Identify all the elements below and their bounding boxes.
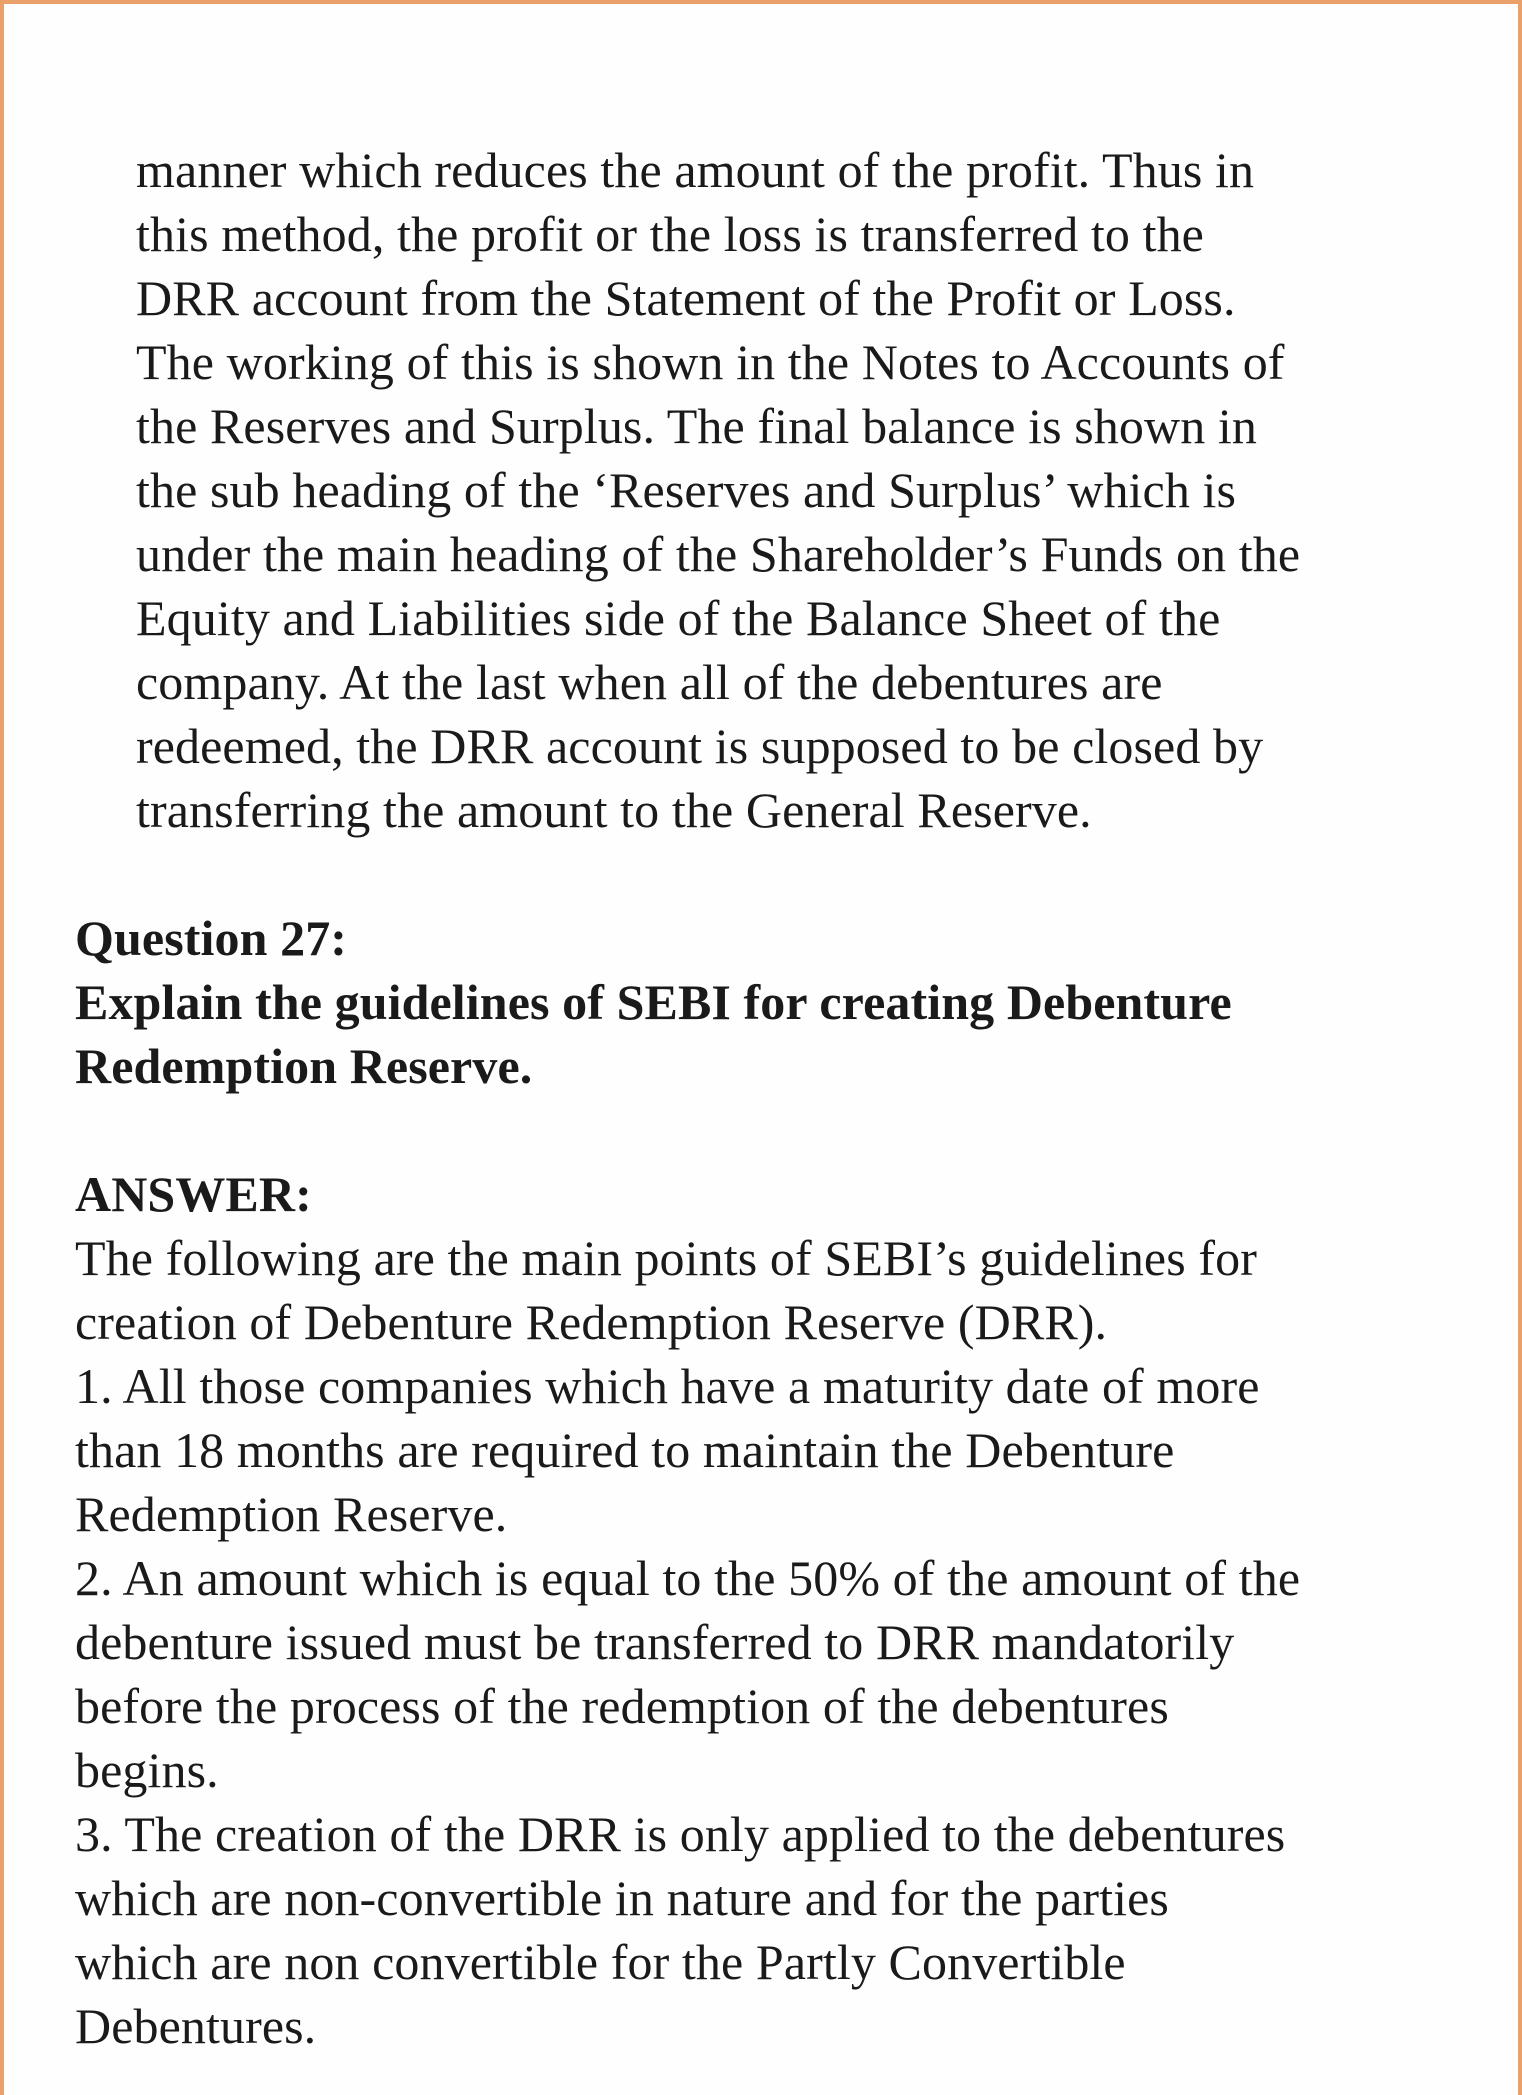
answer-line: 2. An amount which is equal to the 50% of the amount of the — [75, 1550, 1301, 1606]
answer-line: begins. — [75, 1742, 219, 1798]
answer-line: Redemption Reserve. — [75, 1486, 508, 1542]
answer-line: than 18 months are required to maintain the Debenture — [75, 1422, 1175, 1478]
paragraph-line: DRR account from the Statement of the Profit or Loss. — [136, 270, 1236, 326]
paragraph-line: manner which reduces the amount of the profit. Thus in — [136, 142, 1255, 198]
question-number: Question 27: — [75, 910, 348, 966]
answer-heading: ANSWER: — [75, 1166, 312, 1222]
paragraph-line: this method, the profit or the loss is transferred to the — [136, 206, 1204, 262]
paragraph-line: redeemed, the DRR account is supposed to be closed by — [136, 718, 1264, 774]
answer-line: 1. All those companies which have a maturity date of more — [75, 1358, 1260, 1414]
answer-line: Debentures. — [75, 1998, 317, 2054]
paragraph-line: the Reserves and Surplus. The final balance is shown in — [136, 398, 1258, 454]
paragraph-line: company. At the last when all of the debentures are — [136, 654, 1163, 710]
paragraph-line: Equity and Liabilities side of the Balance Sheet of the — [136, 590, 1221, 646]
answer-line: which are non-convertible in nature and for the parties — [75, 1870, 1169, 1926]
paragraph-line: The working of this is shown in the Notes to Accounts of — [136, 334, 1285, 390]
answer-line: before the process of the redemption of the debentures — [75, 1678, 1169, 1734]
paragraph-line: the sub heading of the ‘Reserves and Surplus’ which is — [136, 462, 1237, 518]
question-text-line: Redemption Reserve. — [75, 1038, 533, 1094]
question-text-line: Explain the guidelines of SEBI for creating Debenture — [75, 974, 1232, 1030]
answer-line: debenture issued must be transferred to DRR mandatorily — [75, 1614, 1235, 1670]
answer-line: creation of Debenture Redemption Reserve (DRR). — [75, 1294, 1108, 1350]
answer-line: The following are the main points of SEBI’s guidelines for — [75, 1230, 1257, 1286]
paragraph-line: under the main heading of the Shareholder’s Funds on the — [136, 526, 1301, 582]
answer-line: 3. The creation of the DRR is only applied to the debentures — [75, 1806, 1286, 1862]
answer-line: which are non convertible for the Partly Convertible — [75, 1934, 1126, 1990]
paragraph-line: transferring the amount to the General Reserve. — [136, 782, 1092, 838]
